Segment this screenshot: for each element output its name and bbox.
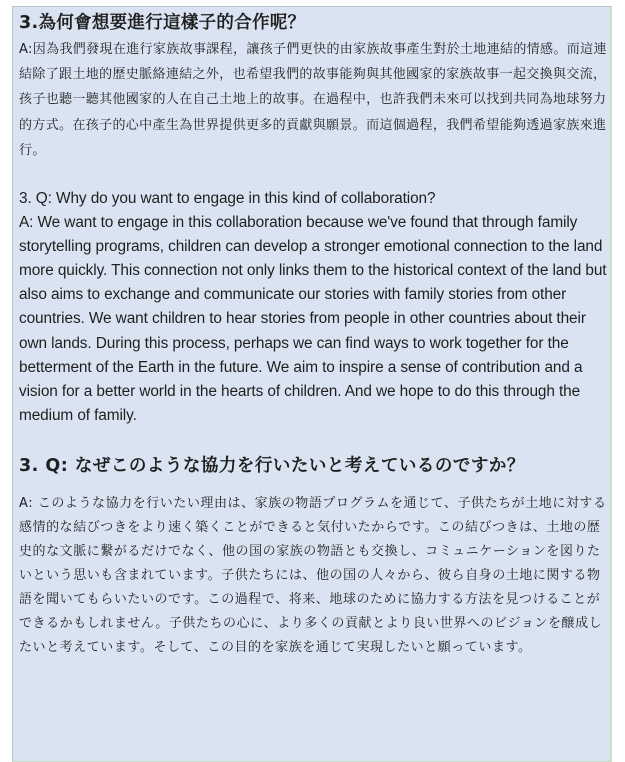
document-content [19,11,607,660]
english-answer-paragraph: A: We want to engage in this collaboration because we've found that through family storytelling programs, children can develop a stronger emotional connection to the land more quickly. This connection not only links them to the historical context of the land but also aims to exchange and communicate our stories with family stories from other countries. We want children to hear stories from people in other countries about their own lands. During this process, perhaps we can find ways to work together for the betterment of the Earth in the future. We aim to inspire a sense of contribution and a vision for a better world in the hearts of children. And we hope to do this through the medium of family. [19,214,607,424]
chinese-answer-paragraph: A:因為我們發現在進行家族故事課程，讓孩子們更快的由家族故事產生對於土地連結的情感。而這連結除了跟土地的歷史脈絡連結之外，也希望我們的故事能夠與其他國家的家族故事一起交換與交流，孩子也聽一聽其他國家的人在自己土地上的故事。在過程中，也許我們未來可以找到共同為地球努力的方式。在孩子的心中產生為世界提供更多的貢獻與願景。而這個過程，我們希望能夠透過家族來進行。 [19,42,607,158]
chinese-question-heading: 3.為何會想要進行這樣子的合作呢？ [19,13,306,33]
english-question: 3. Q: Why do you want to engage in this kind of collaboration? [19,190,436,208]
japanese-question-heading: 3. Q: なぜこのような協力を行いたいと考えているのですか？ [19,455,525,476]
document-page [12,6,612,762]
japanese-answer-paragraph: A: このような協力を行いたい理由は、家族の物語プログラムを通じて、子供たちが土地に対する感情的な結びつきをより速く築くことができると気付いたからです。この結びつきは、土地の歴史的な文脈に繋がるだけでなく、他の国の家族の物語とも交換し、コミュニケーションを図りたいという思いも含まれています。子供たちには、他の国の人々から、彼ら自身の土地に関する物語を聞いてもらいたいのです。この過程で、将来、地球のために協力する方法を見つけることができるかもしれません。子供たちの心に、より多くの貢献とより良い世界へのビジョンを醸成したいと考えています。そして、この目的を家族を通じて実現したいと願っています。 [19,496,607,656]
english-section [19,187,607,428]
